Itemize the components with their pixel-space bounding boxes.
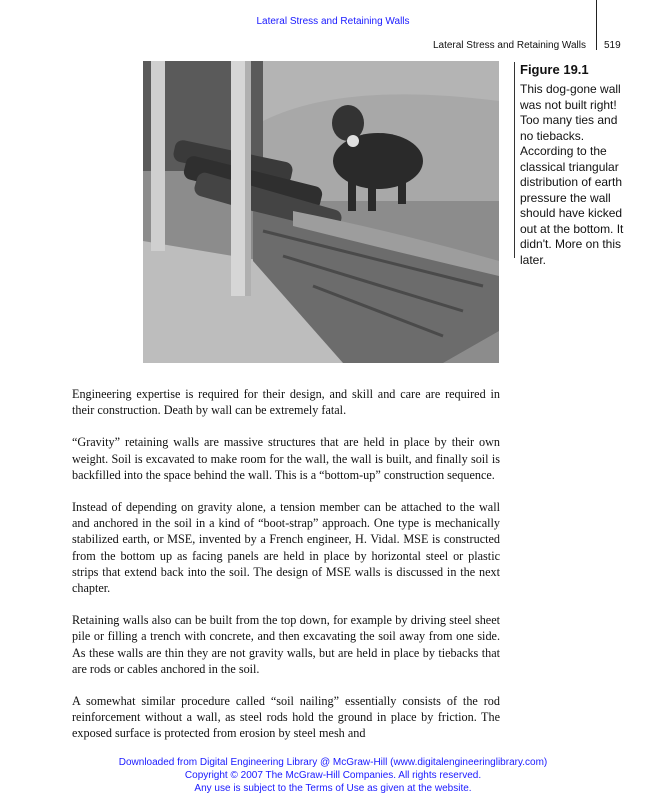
caption-rule <box>514 62 515 258</box>
figure-photo <box>143 61 499 363</box>
footer-copyright: Copyright © 2007 The McGraw-Hill Companies. All rights reserved. <box>184 770 482 781</box>
paragraph: Engineering expertise is required for their design, and skill and care are required in their construction. Death by wall can be extremely fatal. <box>72 387 500 418</box>
paragraph: “Gravity” retaining walls are massive structures that are held in place by their own weight. Soil is excavated to make room for the wall, the wall is built, and finally soil is backfilled into the space behind the wall. This is a “bottom-up” construction sequence. <box>72 435 500 482</box>
footer <box>0 756 666 795</box>
paragraph: Retaining walls also can be built from the top down, for example by driving steel sheet pile or filling a trench with concrete, and then excavating the soil away from one side. As these walls are thin they are not gravity walls, but are held in place by tiebacks that are rods or cables anchored in the soil. <box>72 613 500 676</box>
chapter-title-link[interactable]: Lateral Stress and Retaining Walls <box>256 16 410 27</box>
running-head: Lateral Stress and Retaining Walls <box>432 40 586 51</box>
body-text <box>72 386 500 758</box>
figure-caption: This dog-gone wall was not built right! Too many ties and no tiebacks. According to the classical triangular distribution of earth pressure the wall should have kicked out at the bottom. It didn't. More on this later. <box>520 82 624 267</box>
header-divider <box>596 0 597 50</box>
paragraph: Instead of depending on gravity alone, a tension member can be attached to the wall and anchored in the soil in a kind of “boot-strap” approach. One type is mechanically stabilized earth, or MSE, invented by a French engineer, H. Vidal. MSE is constructed from the bottom up as facing panels are held in place by horizontal steel or plastic strips that extend back into the soil. The design of MSE walls is discussed in the next chapter. <box>72 500 500 596</box>
figure-label: Figure 19.1 <box>520 62 589 77</box>
page-number: 519 <box>604 40 621 51</box>
footer-download-link[interactable]: Downloaded from Digital Engineering Library @ McGraw-Hill (www.digitalengineeringlibrary.com) <box>118 757 548 768</box>
paragraph: A somewhat similar procedure called “soil nailing” essentially consists of the rod reinforcement without a wall, as steel rods hold the ground in place by friction. The exposed surface is protected from erosion by steel mesh and <box>72 694 500 741</box>
footer-terms-link[interactable]: Any use is subject to the Terms of Use as given at the website. <box>194 783 472 794</box>
